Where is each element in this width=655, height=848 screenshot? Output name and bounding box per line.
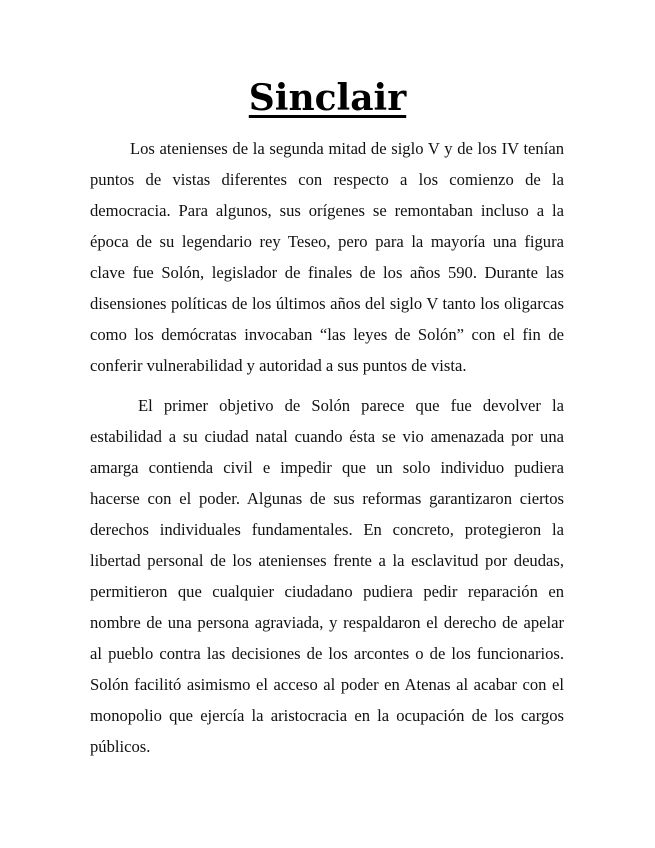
paragraph-1: Los atenienses de la segunda mitad de siglo V y de los IV tenían puntos de vistas diferentes con respecto a los comienzo de la democracia. Para algunos, sus orígenes se remontaban incluso a la época de su legendario rey Teseo, pero para la mayoría una figura clave fue Solón, legislador de finales de los años 590. Durante las disensiones políticas de los últimos años del siglo V tanto los oligarcas como los demócratas invocaban “las leyes de Solón” con el fin de conferir vulnerabilidad y autoridad a sus puntos de vista. xyxy=(90,139,564,375)
paragraph-2: El primer objetivo de Solón parece que fue devolver la estabilidad a su ciudad natal cuando ésta se vio amenazada por una amarga contienda civil e impedir que un solo individuo pudiera hacerse con el poder. Algunas de sus reformas garantizaron ciertos derechos individuales fundamentales. En concreto, protegieron la libertad personal de los atenienses frente a la esclavitud por deudas, permitieron que cualquier ciudadano pudiera pedir reparación en nombre de una persona agraviada, y respaldaron el derecho de apelar al pueblo contra las decisiones de los arcontes o de los funcionarios. Solón facilitó asimismo el acceso al poder en Atenas al acabar con el monopolio que ejercía la aristocracia en la ocupación de los cargos públicos. xyxy=(90,396,564,756)
document-title: Sinclair xyxy=(248,77,407,119)
